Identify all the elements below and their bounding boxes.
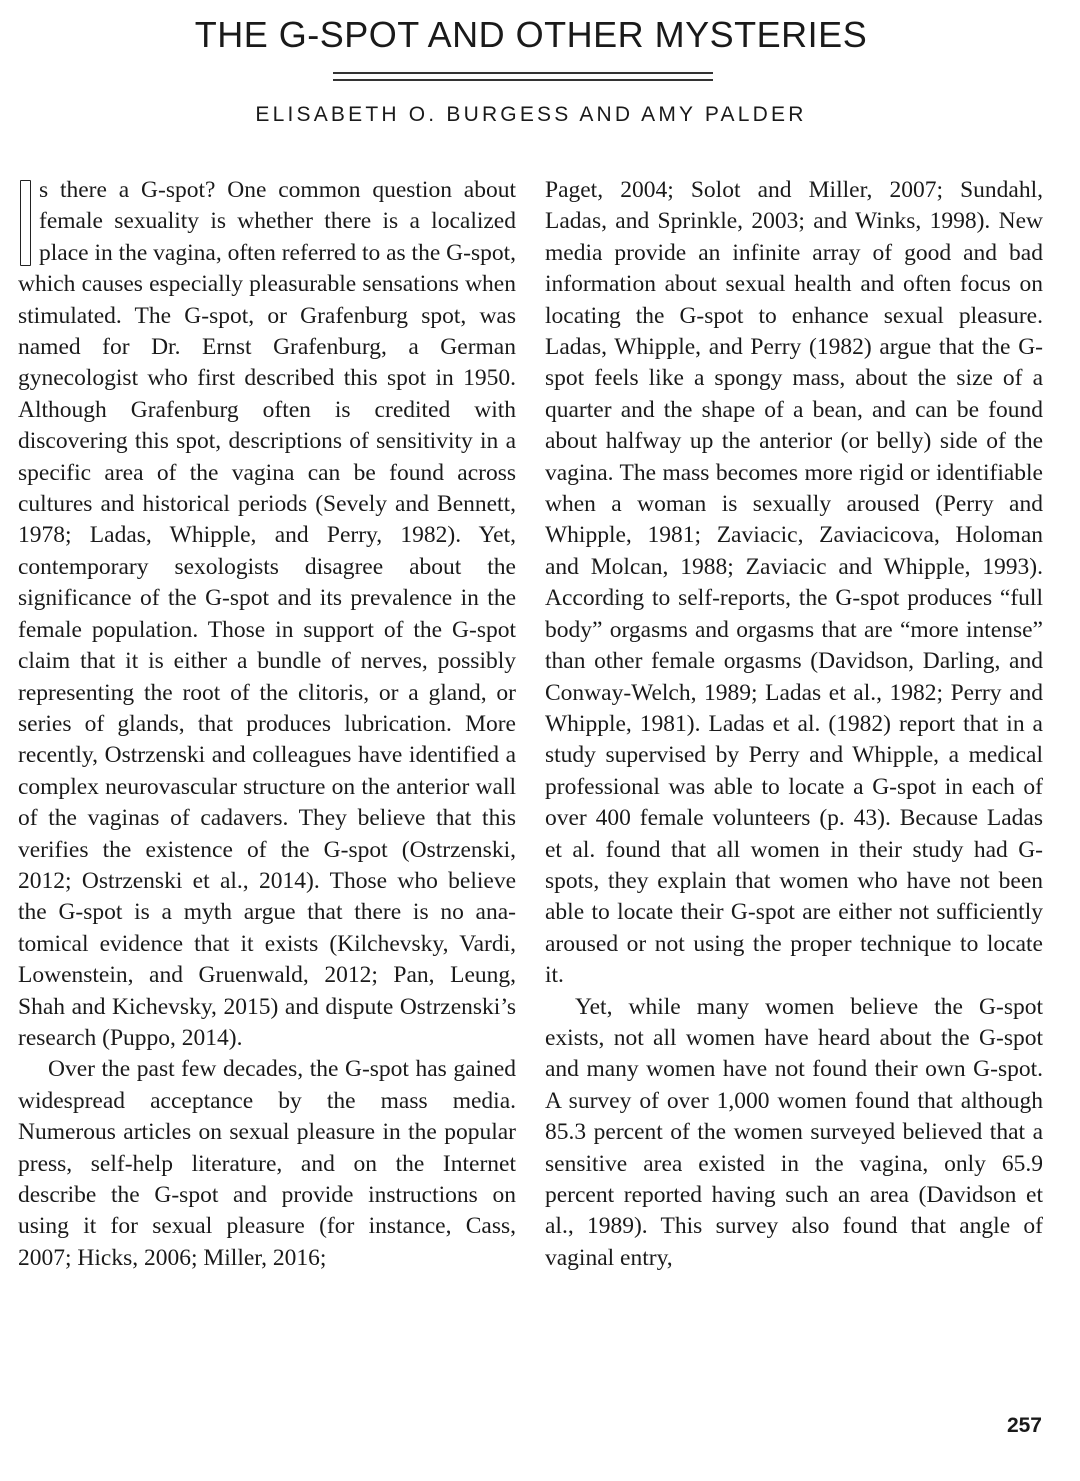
paragraph-right-2: Yet, while many women believe the G-spot exists, not all women have heard about the G-spot and many women have not found their own G-spot. A survey of over 1,000 women found that although 85.3 percent of the women surveyed believed that a sensitive area existed in the vagina, only 65.9 percent reported having such an area (Davidson et al., 1989). This survey also found that angle of vaginal entry, (545, 993, 1043, 1271)
left-column (18, 175, 516, 1274)
chapter-authors: ELISABETH O. BURGESS AND AMY PALDER (255, 103, 807, 126)
right-column (545, 175, 1043, 1274)
paragraph-left-1: s there a G-spot? One common question about female sexuality is whether there is a localized place in the vagina, often referred to as the G-spot, which causes especially pleasurable sensations when stimulated. The G-spot, or Grafenburg spot, was named for Dr. Ernst Grafenburg, a German gynecologist who first described this spot in 1950. Although Grafenburg often is credited with discovering this spot, descriptions of sensitivity in a specific area of the vagina can be found across cultures and historical periods (Sevely and Bennett, 1978; Ladas, Whipple, and Perry, 1982). Yet, contemporary sexologists disagree about the significance of the G-spot and its prevalence in the female population. Those in support of the G-spot claim that it is either a bundle of nerves, possibly representing the root of the clitoris, or a gland, or series of glands, that produces lubrication. More recently, Ostrzenski and colleagues have identified a complex neurovascular structure on the anterior wall of the vaginas of cadavers. They believe that this verifies the existence of the G-spot (Ostrzenski, 2012; Ostrzenski et al., 2014). Those who believe the G-spot is a myth argue that there is no anatomical evidence that it exists (Kilchevsky, Vardi, Lowenstein, and Gruenwald, 2012; Pan, Leung, Shah and Kichevsky, 2015) and dispute Ostrzenski’s research (Puppo, 2014). (18, 177, 516, 1051)
chapter-title: THE G-SPOT AND OTHER MYSTERIES (194, 14, 868, 55)
drop-cap-i (20, 180, 31, 266)
paragraph-right-1: Paget, 2004; Solot and Miller, 2007; Sundahl, Ladas, and Sprinkle, 2003; and Winks, 1998). New media provide an infinite array of good and bad information about sexual health and often focus on locating the G-spot to enhance sexual pleasure. Ladas, Whipple, and Perry (1982) argue that the G-spot feels like a spongy mass, about the size of a quarter and the shape of a bean, and can be found about halfway up the anterior (or belly) side of the vagina. The mass becomes more rigid or identifiable when a woman is sexually aroused (Perry and Whipple, 1981; Zaviacic, Zaviacicova, Holoman and Molcan, 1988; Zaviacic and Whipple, 1993). According to self-reports, the G-spot produces “full body” orgasms and orgasms that are “more intense” than other female orgasms (Davidson, Darling, and Conway-Welch, 1989; Ladas et al., 1982; Perry and Whipple, 1981). Ladas et al. (1982) report that in a study supervised by Perry and Whipple, a medical professional was able to locate a G-spot in each of over 400 female volunteers (p. 43). Because Ladas et al. found that all women in their study had G-spots, they explain that women who have not been able to locate their G-spot are either not sufficiently aroused or not using the proper technique to locate it. (545, 177, 1043, 989)
title-rule-bottom (333, 79, 713, 81)
paragraph-left-2: Over the past few decades, the G-spot has gained widespread acceptance by the mass media. Numerous articles on sexual pleasure in the popular press, self-help literature, and on the Internet describe the G-spot and provide instructions on using it for sexual pleasure (for instance, Cass, 2007; Hicks, 2006; Miller, 2016; (18, 1056, 516, 1271)
title-rule-top (333, 72, 713, 74)
page-number: 257 (1006, 1414, 1042, 1437)
